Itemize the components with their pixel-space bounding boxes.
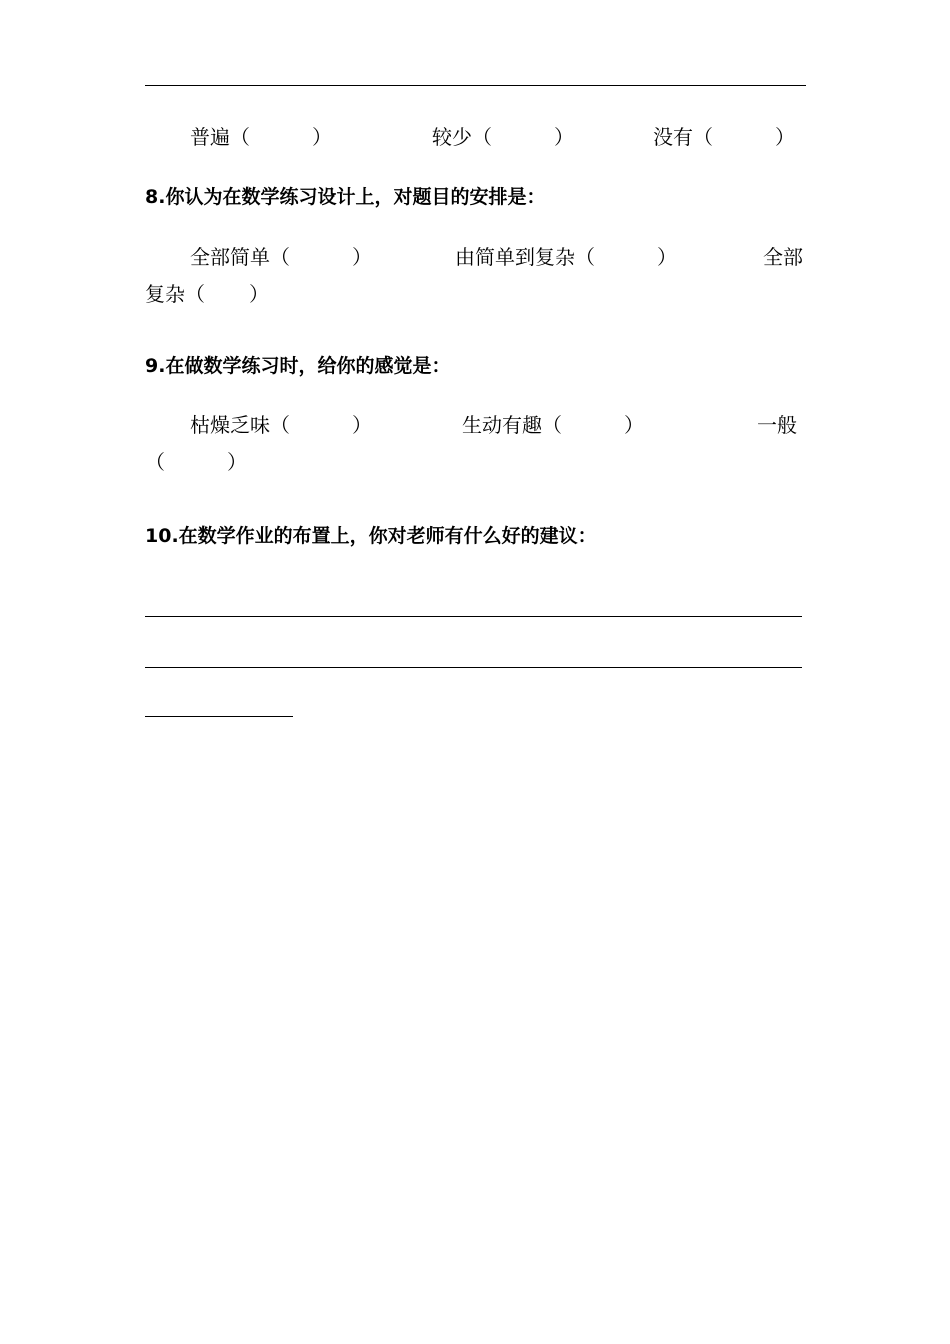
open-paren: （ [270, 413, 290, 437]
open-paren: （ [542, 413, 562, 437]
option-all-complex[interactable] [763, 245, 803, 269]
option-label: 由简单到复杂 [455, 245, 575, 269]
answer-line-3[interactable] [145, 716, 293, 717]
option-label: 生动有趣 [462, 413, 542, 437]
answer-line-2[interactable] [145, 667, 802, 668]
option-label: 全部 [763, 245, 803, 269]
option-interesting[interactable] [462, 413, 644, 437]
open-paren: （ [472, 125, 492, 149]
option-label: 一般 [757, 413, 797, 437]
option-all-simple[interactable] [190, 245, 372, 269]
close-paren: ） [352, 413, 372, 437]
close-paren: ） [312, 125, 332, 149]
option-none[interactable] [653, 125, 795, 149]
close-paren: ） [624, 413, 644, 437]
option-boring[interactable] [190, 413, 372, 437]
option-label: 全部简单 [190, 245, 270, 269]
close-paren: ） [227, 450, 247, 474]
option-common[interactable] [190, 125, 332, 149]
open-paren: （ [185, 282, 205, 306]
option-label: 没有 [653, 125, 693, 149]
option-all-complex-cont[interactable] [145, 282, 269, 306]
option-few[interactable] [432, 125, 574, 149]
close-paren: ） [352, 245, 372, 269]
option-average[interactable] [757, 413, 797, 437]
option-label: 枯燥乏味 [190, 413, 270, 437]
open-paren: （ [693, 125, 713, 149]
close-paren: ） [249, 282, 269, 306]
close-paren: ） [775, 125, 795, 149]
answer-line [145, 85, 806, 86]
close-paren: ） [554, 125, 574, 149]
open-paren: （ [230, 125, 250, 149]
close-paren: ） [657, 245, 677, 269]
option-label: 普遍 [190, 125, 230, 149]
answer-line-1[interactable] [145, 616, 802, 617]
open-paren: （ [270, 245, 290, 269]
option-label: 较少 [432, 125, 472, 149]
open-paren: （ [145, 450, 165, 474]
question-8: 8.你认为在数学练习设计上，对题目的安排是： [145, 186, 546, 208]
option-average-paren[interactable] [145, 450, 247, 474]
option-label-cont: 复杂 [145, 282, 185, 306]
question-9: 9.在做数学练习时，给你的感觉是： [145, 355, 451, 377]
open-paren: （ [575, 245, 595, 269]
option-simple-to-complex[interactable] [455, 245, 677, 269]
question-10: 10.在数学作业的布置上，你对老师有什么好的建议： [145, 525, 597, 547]
